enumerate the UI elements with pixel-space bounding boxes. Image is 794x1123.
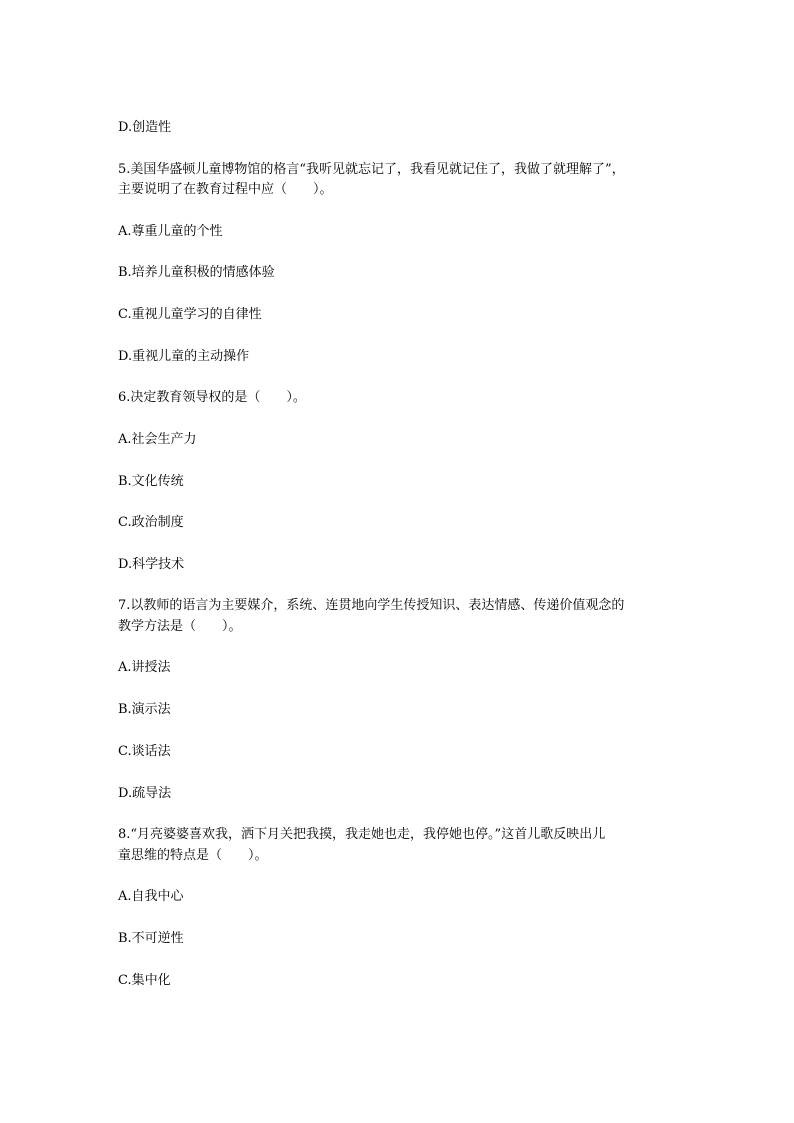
option-b-q6: B.文化传统 bbox=[118, 474, 184, 489]
question-5-line-2: 主要说明了在教育过程中应（ ）。 bbox=[118, 182, 333, 197]
option-d-q6: D.科学技术 bbox=[118, 557, 185, 572]
option-c-q7: C.谈话法 bbox=[118, 744, 171, 759]
question-7-line-1: 7.以教师的语言为主要媒介，系统、连贯地向学生传授知识、表达情感、传递价值观念的 bbox=[118, 598, 625, 613]
option-c-q8: C.集中化 bbox=[118, 973, 171, 988]
option-d-q7: D.疏导法 bbox=[118, 786, 172, 801]
question-7-line-2: 教学方法是（ ）。 bbox=[118, 619, 242, 634]
option-c-q6: C.政治制度 bbox=[118, 515, 184, 530]
option-b-q5: B.培养儿童积极的情感体验 bbox=[118, 265, 275, 280]
option-a-q8: A.自我中心 bbox=[118, 889, 184, 904]
option-d-q4: D.创造性 bbox=[118, 120, 172, 135]
question-8-line-2: 童思维的特点是（ ）。 bbox=[118, 848, 268, 863]
question-8-line-1: 8.“月亮婆婆喜欢我，洒下月关把我摸，我走她也走，我停她也停。”这首儿歌反映出儿 bbox=[118, 827, 606, 842]
option-a-q6: A.社会生产力 bbox=[118, 432, 197, 447]
question-6: 6.决定教育领导权的是（ ）。 bbox=[118, 390, 306, 405]
option-d-q5: D.重视儿童的主动操作 bbox=[118, 349, 250, 364]
option-c-q5: C.重视儿童学习的自律性 bbox=[118, 307, 262, 322]
option-b-q8: B.不可逆性 bbox=[118, 931, 184, 946]
option-b-q7: B.演示法 bbox=[118, 702, 171, 717]
option-a-q7: A.讲授法 bbox=[118, 660, 171, 675]
question-5-line-1: 5.美国华盛顿儿童博物馆的格言“我听见就忘记了，我看见就记住了，我做了就理解了”， bbox=[118, 162, 625, 177]
option-a-q5: A.尊重儿童的个性 bbox=[118, 224, 223, 239]
